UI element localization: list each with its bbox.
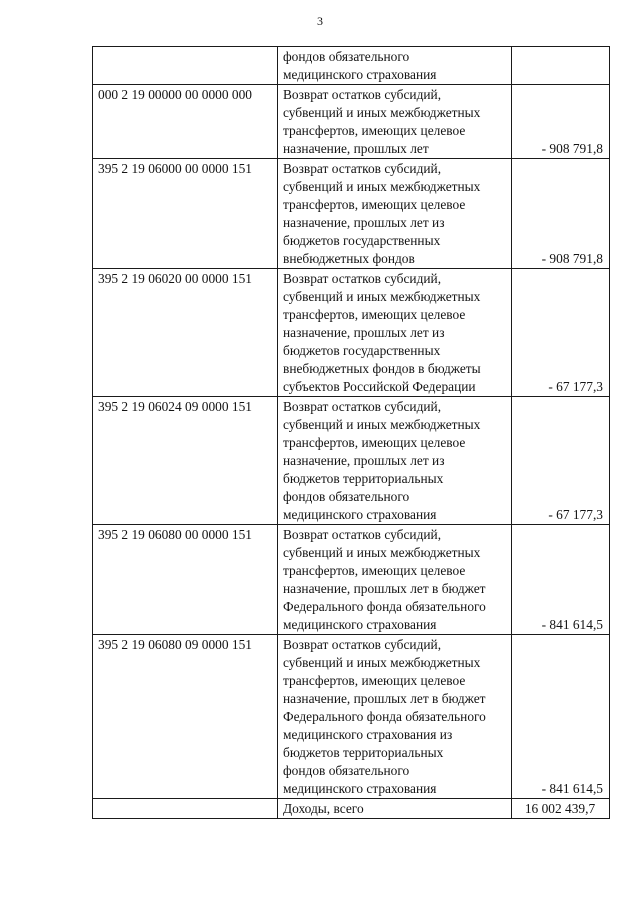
table-row	[93, 635, 610, 799]
amount-cell: - 67 177,3	[512, 269, 610, 397]
description-cell	[278, 525, 512, 635]
description-line: субъектов Российской Федерации	[283, 379, 476, 394]
amount-cell	[512, 47, 610, 85]
table-row	[93, 397, 610, 525]
amount-cell: - 841 614,5	[512, 635, 610, 799]
description-line: бюджетов территориальных	[283, 745, 444, 760]
description-line: бюджетов государственных	[283, 233, 441, 248]
description-line: медицинского страхования	[283, 507, 437, 522]
description-line: назначение, прошлых лет из	[283, 215, 445, 230]
description-line: Возврат остатков субсидий,	[283, 87, 442, 102]
amount-cell: - 67 177,3	[512, 397, 610, 525]
description-line: назначение, прошлых лет в бюджет	[283, 691, 486, 706]
description-line: трансфертов, имеющих целевое	[283, 197, 466, 212]
description-line: Возврат остатков субсидий,	[283, 271, 442, 286]
description-cell	[278, 269, 512, 397]
description-line: фондов обязательного	[283, 49, 410, 64]
description-line: Федерального фонда обязательного	[283, 709, 486, 724]
table-row-total	[93, 799, 610, 819]
description-line: субвенций и иных межбюджетных	[283, 289, 481, 304]
description-line: медицинского страхования	[283, 617, 437, 632]
description-line: назначение, прошлых лет в бюджет	[283, 581, 486, 596]
budget-code-cell	[93, 47, 278, 85]
description-cell	[278, 85, 512, 159]
description-cell	[278, 47, 512, 85]
description-line: внебюджетных фондов в бюджеты	[283, 361, 481, 376]
description-line: медицинского страхования	[283, 67, 437, 82]
amount-cell: - 841 614,5	[512, 525, 610, 635]
page-number: 3	[317, 14, 323, 28]
budget-code-cell: 395 2 19 06080 09 0000 151	[93, 635, 278, 799]
description-line: трансфертов, имеющих целевое	[283, 123, 466, 138]
table-row	[93, 159, 610, 269]
description-line: медицинского страхования из	[283, 727, 453, 742]
description-line: медицинского страхования	[283, 781, 437, 796]
description-line: субвенций и иных межбюджетных	[283, 545, 481, 560]
budget-code-cell: 395 2 19 06024 09 0000 151	[93, 397, 278, 525]
description-line: субвенций и иных межбюджетных	[283, 655, 481, 670]
amount-cell: - 908 791,8	[512, 85, 610, 159]
description-line: Возврат остатков субсидий,	[283, 527, 442, 542]
budget-code-cell: 000 2 19 00000 00 0000 000	[93, 85, 278, 159]
amount-cell: - 908 791,8	[512, 159, 610, 269]
description-line: субвенций и иных межбюджетных	[283, 105, 481, 120]
description-line: субвенций и иных межбюджетных	[283, 179, 481, 194]
description-line: внебюджетных фондов	[283, 251, 415, 266]
total-code-cell	[93, 799, 278, 819]
description-line: бюджетов государственных	[283, 343, 441, 358]
description-line: Федерального фонда обязательного	[283, 599, 486, 614]
budget-revenue-table	[92, 46, 610, 819]
total-amount-cell: 16 002 439,7	[512, 799, 610, 819]
description-line: бюджетов территориальных	[283, 471, 444, 486]
table-row	[93, 525, 610, 635]
description-line: субвенций и иных межбюджетных	[283, 417, 481, 432]
budget-code-cell: 395 2 19 06080 00 0000 151	[93, 525, 278, 635]
description-cell	[278, 635, 512, 799]
description-line: назначение, прошлых лет из	[283, 325, 445, 340]
description-line: Возврат остатков субсидий,	[283, 161, 442, 176]
description-line: назначение, прошлых лет из	[283, 453, 445, 468]
description-cell	[278, 397, 512, 525]
table-row	[93, 85, 610, 159]
description-line: фондов обязательного	[283, 489, 410, 504]
budget-code-cell: 395 2 19 06020 00 0000 151	[93, 269, 278, 397]
description-line: фондов обязательного	[283, 763, 410, 778]
description-line: трансфертов, имеющих целевое	[283, 435, 466, 450]
description-line: назначение, прошлых лет	[283, 141, 429, 156]
description-line: Возврат остатков субсидий,	[283, 399, 442, 414]
budget-code-cell: 395 2 19 06000 00 0000 151	[93, 159, 278, 269]
description-line: трансфертов, имеющих целевое	[283, 563, 466, 578]
total-label-cell: Доходы, всего	[278, 799, 512, 819]
table-body	[93, 47, 610, 819]
table-row	[93, 47, 610, 85]
description-line: Возврат остатков субсидий,	[283, 637, 442, 652]
table-row	[93, 269, 610, 397]
description-cell	[278, 159, 512, 269]
description-line: трансфертов, имеющих целевое	[283, 307, 466, 322]
description-line: трансфертов, имеющих целевое	[283, 673, 466, 688]
